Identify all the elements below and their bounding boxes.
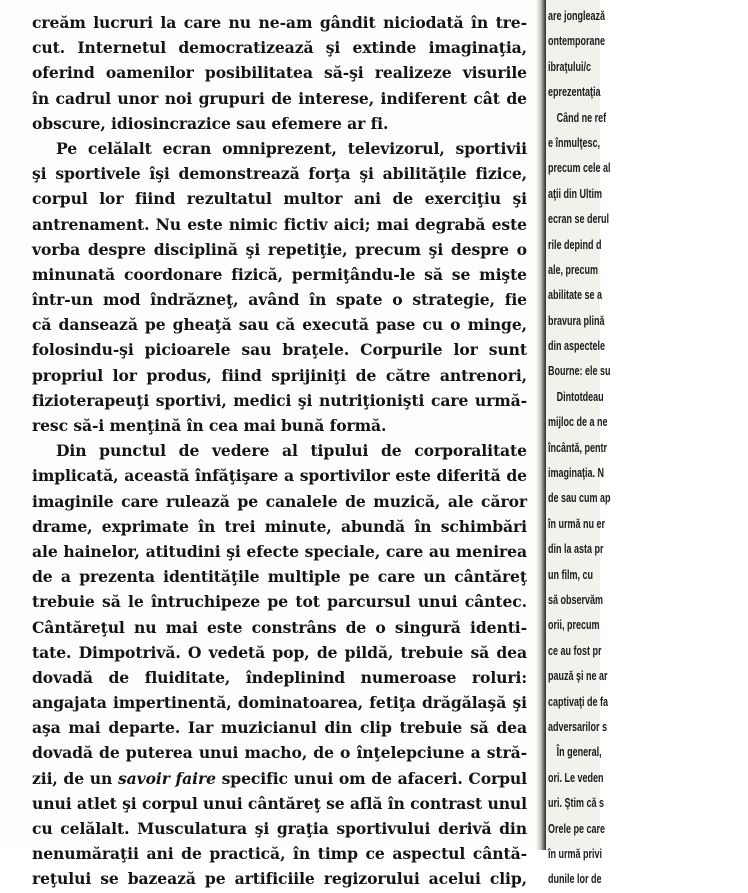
book-gutter-shadow (536, 0, 546, 850)
facing-text-line: În general, (556, 745, 602, 760)
facing-text-line: ibraţului/c (548, 59, 592, 74)
main-text-column (32, 10, 527, 892)
facing-text-line: aţii din Ultim (548, 186, 602, 201)
text-line: unui atlet şi corpul unui cântăreţ se află în contrast unul (32, 793, 527, 813)
facing-text-column (548, 4, 748, 893)
facing-text-line: abilitate se a (548, 288, 603, 303)
text-line: oferind oamenilor posibilitatea să-şi realizeze visurile (32, 63, 527, 83)
text-line: cu celălalt. Musculatura şi graţia sportivului derivă din (32, 819, 527, 838)
facing-text-line: din la asta pr (548, 542, 604, 557)
paragraph-start-line: Din punctul de vedere al tipului de corporalitate (56, 441, 527, 461)
facing-text-line: încântă, pentr (548, 440, 608, 455)
text-line: ale hainelor, atitudini şi efecte speciale, care au menirea (32, 541, 527, 561)
paragraph-start-line: Pe celălalt ecran omniprezent, televizorul, sportivii (56, 138, 527, 158)
facing-text-line: uri. Ştim că s (548, 796, 605, 811)
facing-text-line: orii, precum (548, 618, 600, 633)
facing-text-line: Orele pe care (548, 821, 606, 836)
text-line: fizioterapeuţi sportivi, medici şi nutriţionişti care urmă- (32, 390, 527, 410)
text-line: de a prezenta identităţile multiple pe care un cântăreţ (32, 567, 527, 587)
facing-text-line: dunile lor de (548, 872, 602, 887)
text-line: creăm lucruri la care nu ne-am gândit niciodată în tre- (32, 13, 527, 32)
facing-text-line: ce au fost pr (548, 643, 602, 658)
facing-text-line: în urmă privi (548, 846, 603, 861)
text-line: în cadrul unor noi grupuri de interese, indiferent cât de (32, 88, 527, 108)
facing-text-line: din aspectele (548, 339, 606, 354)
text-line: drame, exprimate în trei minute, abundă în schimbări (32, 516, 527, 536)
text-line: minunată coordonare fizică, permiţându-le să se mişte (32, 264, 527, 284)
text-line: dovadă de puterea unui macho, de o înţelepciune a stră- (32, 743, 527, 763)
facing-text-line: un film, cu (548, 567, 593, 582)
text-line: că dansează pe gheaţă sau că execută pase cu o minge, (32, 315, 527, 335)
text-line: corpul lor fiind rezultatul multor ani de exerciţiu şi (32, 189, 527, 209)
text-line: Cântăreţul nu mai este constrâns de o singură identi- (32, 617, 527, 637)
text-line: antrenament. Nu este nimic fictiv aici; mai degrabă este (32, 214, 527, 234)
text-line: într-un mod îndrăzneţ, având în spate o strategie, fie (32, 290, 527, 310)
facing-text-line: în urmă nu er (548, 516, 606, 531)
text-line: imaginile care rulează pe canalele de muzică, ale căror (32, 491, 527, 511)
text-segment: specific unui om de afaceri. Corpul (221, 768, 527, 788)
facing-text-line: Când ne ref (556, 110, 607, 125)
facing-text-line: precum cele al (548, 161, 611, 176)
text-line: propriul lor produs, fiind sprijiniţi de către antrenori, (32, 365, 527, 385)
text-segment: zii, de un (32, 768, 113, 788)
text-line: vorba despre disciplină şi repetiţie, precum şi despre o (32, 239, 527, 259)
facing-text-line: are jonglează (548, 9, 606, 23)
facing-text-line: să observăm (548, 592, 604, 607)
text-line: şi sportivele îşi demonstrează forţa şi abilităţile fizice, (32, 164, 527, 184)
facing-text-line: pauză şi ne ar (548, 669, 608, 684)
facing-text-line: imaginaţia. N (548, 466, 605, 481)
facing-text-line: rile depind d (548, 237, 602, 252)
text-line: aşa mai departe. Iar muzicianul din clip trebuie să dea (32, 718, 527, 738)
facing-text-line: de sau cum ap (548, 491, 611, 506)
text-line (32, 766, 527, 791)
text-line: nenumăraţii ani de practică, în timp ce aspectul cântă- (32, 844, 527, 864)
italic-term: savoir faire (117, 768, 216, 788)
facing-text-line: ecran se derul (548, 212, 610, 227)
facing-text-line: captivaţi de fa (548, 694, 609, 709)
facing-text-line: e înmulţesc, (548, 135, 601, 150)
facing-text-line: bravura plină (548, 313, 605, 328)
paragraph-end-line: obscure, idiosincrazice sau efemere ar fi. (32, 113, 389, 133)
facing-text-line: Bourne: ele su (548, 364, 611, 379)
facing-text-line: mijloc de a ne (548, 415, 608, 430)
text-line: cut. Internetul democratizează şi extinde imaginaţia, (32, 38, 527, 58)
text-line: dovadă de fluiditate, îndeplinind numeroase roluri: (32, 667, 527, 687)
facing-text-line: Dintotdeau (556, 389, 604, 404)
text-line: trebuie să le întruchipeze pe tot parcursul unui cântec. (32, 592, 527, 612)
facing-text-line: ori. Le veden (548, 770, 604, 785)
facing-text-line: adversarilor s (548, 719, 608, 734)
text-line: implicată, această înfăţişare a sportivilor este diferită de (32, 466, 527, 486)
facing-page (546, 0, 611, 887)
facing-text-line: ale, precum (548, 262, 599, 277)
text-line: tate. Dimpotrivă. O vedetă pop, de pildă, trebuie să dea (32, 642, 527, 662)
paragraph-end-line: resc să-i menţină în cea mai bună formă. (32, 416, 387, 435)
facing-text-line: ontemporane (548, 34, 606, 49)
text-line: reţului se bazează pe artificiile regizorului acelui clip, (32, 869, 527, 889)
text-line: angajata impertinentă, dominatoarea, fetiţa drăgălaşă şi (32, 693, 527, 713)
text-line: folosindu-şi picioarele sau braţele. Corpurile lor sunt (32, 340, 527, 360)
facing-text-line: eprezentaţia (548, 85, 601, 100)
